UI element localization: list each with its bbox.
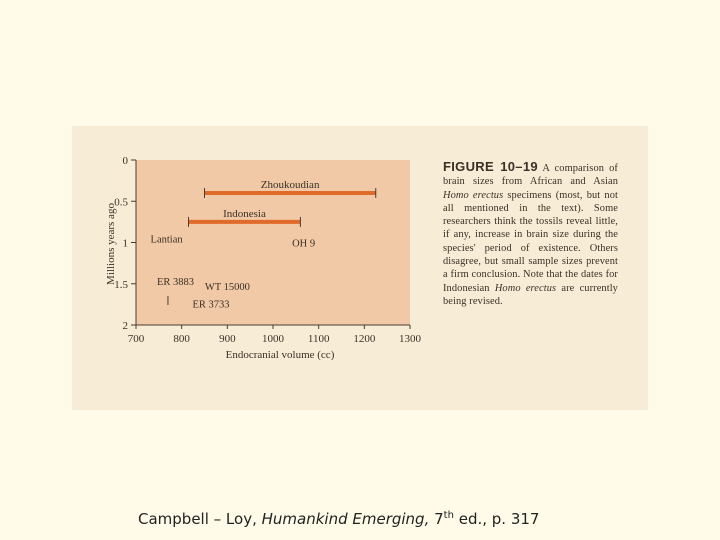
y-axis-label: Millions years ago	[105, 203, 117, 285]
figure-label: FIGURE 10–19	[443, 159, 538, 174]
y-tick-label: 1.5	[114, 278, 128, 291]
y-tick-label: 2	[122, 320, 128, 332]
x-tick-label: 700	[127, 333, 145, 345]
credit-edition: 7	[434, 510, 444, 528]
x-tick-label: 1300	[399, 333, 421, 345]
x-tick-label: 900	[219, 333, 236, 345]
y-tick-label: 0.5	[114, 196, 128, 209]
range-bar-label: Indonesia	[223, 207, 266, 220]
range-bar-label: Zhoukoudian	[260, 179, 320, 191]
caption-text-3: are currently being revised.	[443, 282, 618, 307]
chart-marks	[151, 179, 376, 311]
y-tick-label: 1	[122, 237, 128, 250]
y-tick-label: 0	[122, 155, 128, 167]
x-tick-label: 1000	[262, 333, 284, 345]
source-credit	[138, 510, 539, 528]
credit-title: Humankind Emerging,	[261, 510, 430, 528]
specimen-label: WT 15000	[204, 282, 250, 293]
x-tick-label: 800	[173, 333, 190, 345]
caption-text-1: A comparison of brain sizes from African and Asian	[443, 163, 618, 188]
credit-edition-suffix: th	[443, 510, 454, 521]
specimen-label: ER 3733	[192, 299, 230, 311]
x-axis-label: Endocranial volume (cc)	[225, 349, 335, 361]
credit-rest: ed., p. 317	[458, 510, 540, 528]
credit-authors: Campbell – Loy,	[138, 510, 257, 528]
x-tick-label: 1100	[307, 333, 330, 345]
figure-caption	[443, 160, 618, 308]
specimen-label: Lantian	[150, 234, 183, 246]
caption-species-2: Homo erectus	[494, 282, 557, 294]
caption-text-2: specimens (most, but not all mentioned in the text). Some researchers think the tossils reveal little, if any, increase in brain size during the species' period of existence. Others disagree, but small sample sizes prevent a firm conclusion. Note that the dates for Indonesian	[443, 189, 618, 294]
specimen-label: OH 9	[292, 238, 316, 250]
x-tick-label: 1200	[353, 333, 376, 345]
specimen-label: ER 3883	[156, 277, 194, 288]
caption-species-1: Homo erectus	[443, 189, 504, 201]
